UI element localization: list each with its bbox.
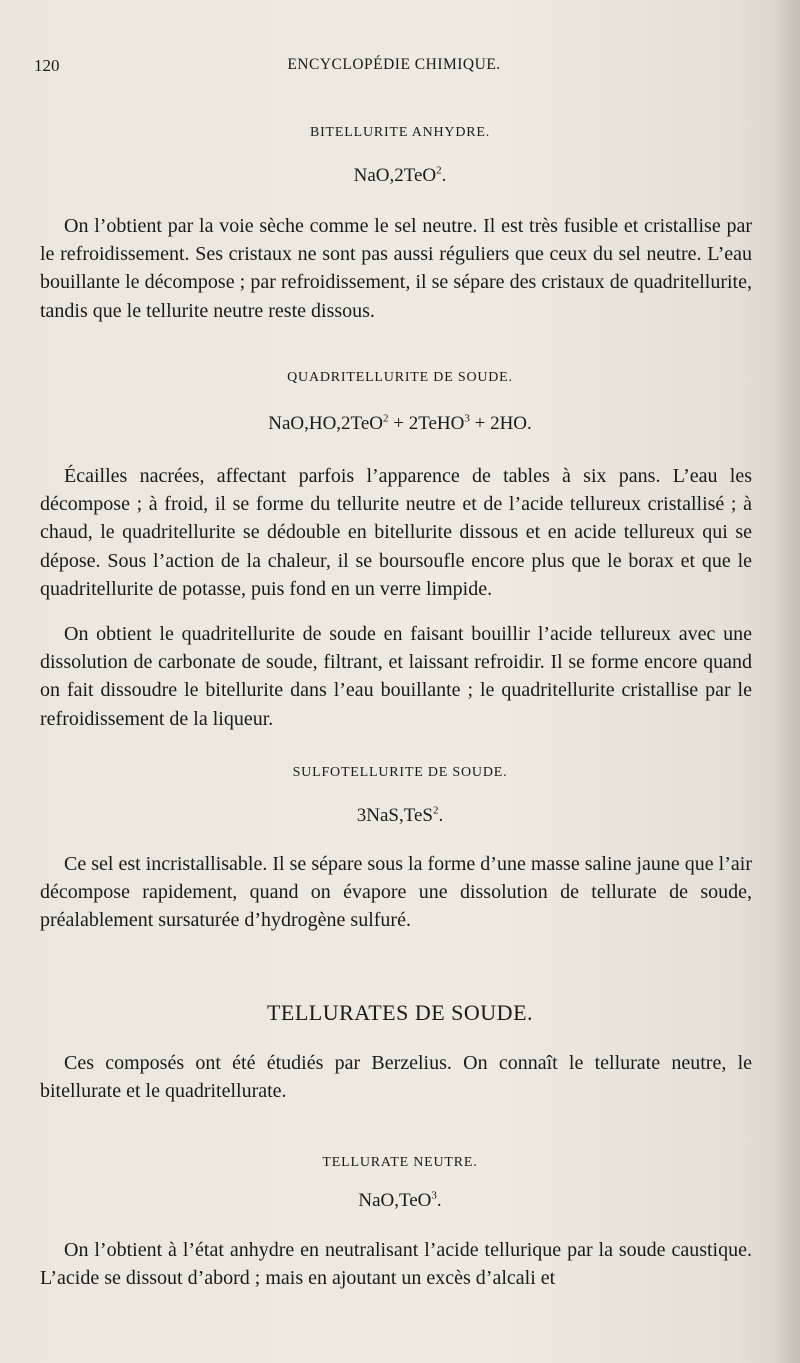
paragraph-quadritellurite-1: Écailles nacrées, affectant parfois l’apparence de tables à six pans. L’eau les décompose ; à froid, il se forme du tellurite neutre et de l’acide tellureux cristallisé ; à chaud, le quadritellurite se dédouble en bitellurite dissous et en acide tellureux qui se dépose. Sous l’action de la chaleur, il se boursoufle encore plus que le borax et que le quadritellurite de potasse, puis fond en un verre limpide. <box>40 465 752 600</box>
formula-text: NaO,2TeO <box>353 165 437 186</box>
running-title: ENCYCLOPÉDIE CHIMIQUE. <box>287 56 501 73</box>
formula-text: NaO,TeO <box>358 1190 432 1211</box>
section-heading-sulfotellurite: SULFOTELLURITE DE SOUDE. <box>292 765 508 780</box>
formula-superscript: 2 <box>433 804 439 817</box>
paragraph-tellurates: Ces composés ont été étudiés par Berzelius. On connaît le tellurate neutre, le bitellurate et le quadritellurate. <box>40 1052 752 1103</box>
formula-superscript: 3 <box>431 1189 437 1202</box>
formula-superscript: 2 <box>436 164 442 177</box>
page-edge-shadow <box>772 0 800 1363</box>
formula-quadritellurite <box>40 413 760 435</box>
formula-tellurate-neutre <box>40 1190 760 1212</box>
formula-text: + 2TeHO <box>388 413 465 434</box>
formula-sulfotellurite <box>40 805 760 827</box>
paragraph-tellurate-neutre: On l’obtient à l’état anhydre en neutralisant l’acide tellurique par la soude caustique. L’acide se dissout d’abord ; mais en ajoutant un excès d’alcali et <box>40 1239 752 1290</box>
formula-text: . <box>441 165 447 186</box>
formula-text: + 2HO. <box>469 413 532 434</box>
section-heading-tellurates: TELLURATES DE SOUDE. <box>266 1000 534 1025</box>
formula-superscript: 3 <box>464 412 470 425</box>
formula-bitellurite <box>40 165 760 187</box>
formula-superscript: 2 <box>382 412 389 425</box>
section-heading-bitellurite: BITELLURITE ANHYDRE. <box>309 125 491 140</box>
section-heading-quadritellurite: QUADRITELLURITE DE SOUDE. <box>287 370 513 385</box>
page-header <box>34 56 754 80</box>
paragraph-bitellurite: On l’obtient par la voie sèche comme le sel neutre. Il est très fusible et cristallise par le refroidissement. Ses cristaux ne sont pas aussi réguliers que ceux du sel neutre. L’eau bouillante le décompose ; par refroidissement, il se sépare des cristaux de quadritellurite, tandis que le tellurite neutre reste dissous. <box>40 215 752 322</box>
formula-text: . <box>436 1190 442 1211</box>
paragraph-sulfotellurite: Ce sel est incristallisable. Il se sépare sous la forme d’une masse saline jaune que l’air décompose rapidement, quand on évapore une dissolution de tellurate de soude, préalablement sursaturée d’hydrogène sulfuré. <box>40 853 752 932</box>
section-heading-tellurate-neutre: TELLURATE NEUTRE. <box>322 1155 478 1170</box>
formula-text: 3NaS,TeS <box>356 805 433 826</box>
paragraph-quadritellurite-2: On obtient le quadritellurite de soude en faisant bouillir l’acide tellureux avec une dissolution de carbonate de soude, filtrant, et laissant refroidir. Il se forme encore quand on fait dissoudre le bitellurite dans l’eau bouillante ; le quadritellurite cristallise par le refroidissement de la liqueur. <box>40 623 752 730</box>
page-number: 120 <box>34 56 60 75</box>
formula-text: NaO,HO,2TeO <box>268 413 383 434</box>
formula-text: . <box>438 805 444 826</box>
